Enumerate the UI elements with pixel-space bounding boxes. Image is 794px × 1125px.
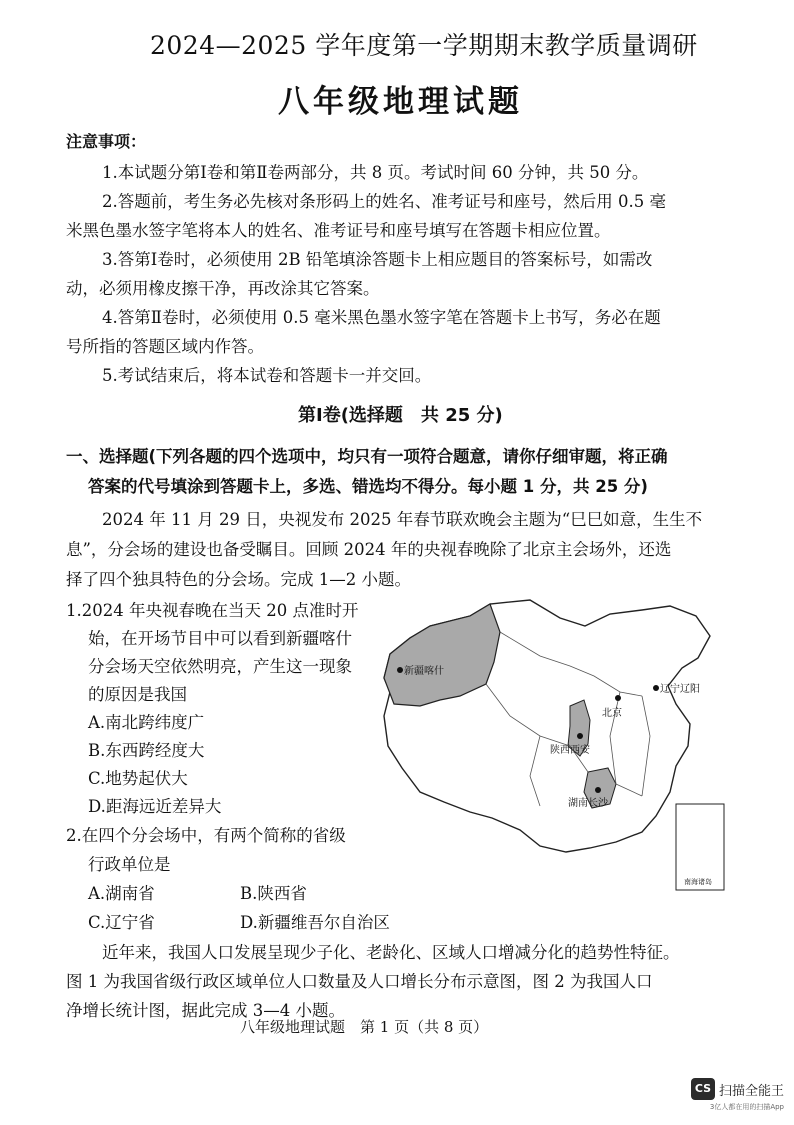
notice-line: 动，必须用橡皮擦干净，再改涂其它答案。 [66, 279, 380, 298]
section-title: 第Ⅰ卷(选择题 共 25 分) [298, 405, 503, 426]
passage-line: 图 1 为我国省级行政区域单位人口数量及人口增长分布示意图，图 2 为我国人口 [66, 972, 653, 991]
location-marker-xinjiang [397, 667, 403, 673]
option-b: B.陕西省 [240, 884, 307, 903]
exam-header: 2024—2025 学年度第一学期期末教学质量调研 [150, 31, 698, 60]
notice-line: 4.答第Ⅱ卷时，必须使用 0.5 毫米黑色墨水签字笔在答题卡上书写，务必在题 [102, 308, 661, 327]
page-footer: 八年级地理试题 第 1 页（共 8 页） [240, 1018, 489, 1036]
question-2-stem: 行政单位是 [88, 855, 171, 874]
option-b: B.东西跨经度大 [88, 741, 205, 760]
map-label-shaanxi: 陕西西安 [550, 745, 590, 756]
location-marker-beijing [615, 695, 621, 701]
option-d: D.距海远近差异大 [88, 797, 222, 816]
question-1-stem: 分会场天空依然明亮，产生这一现象 [88, 657, 352, 676]
notice-line: 号所指的答题区域内作答。 [66, 337, 264, 356]
passage-line: 择了四个独具特色的分会场。完成 1—2 小题。 [66, 570, 411, 589]
question-2-stem: 2.在四个分会场中，有两个简称的省级 [66, 826, 346, 845]
map-label-hunan: 湖南长沙 [568, 798, 608, 809]
option-c: C.地势起伏大 [88, 769, 188, 788]
notice-line: 1.本试题分第Ⅰ卷和第Ⅱ卷两部分，共 8 页。考试时间 60 分钟，共 50 分。 [102, 163, 649, 182]
passage-line: 2024 年 11 月 29 日，央视发布 2025 年春节联欢晚会主题为“巳巳如意，生生不 [102, 510, 703, 529]
section-instruction: 一、选择题(下列各题的四个选项中，均只有一项符合题意，请你仔细审题，将正确 [66, 447, 668, 466]
notice-line: 3.答第Ⅰ卷时，必须使用 2B 铅笔填涂答题卡上相应题目的答案标号，如需改 [102, 250, 653, 269]
notice-line: 5.考试结束后，将本试卷和答题卡一并交回。 [102, 366, 432, 385]
passage-line: 息”，分会场的建设也备受瞩目。回顾 2024 年的央视春晚除了北京主会场外，还选 [66, 540, 672, 559]
option-a: A.湖南省 [88, 884, 155, 903]
question-1-stem: 始，在开场节目中可以看到新疆喀什 [88, 629, 352, 648]
passage-line: 近年来，我国人口发展呈现少子化、老龄化、区域人口增减分化的趋势性特征。 [102, 943, 680, 962]
page-title: 八年级地理试题 [278, 84, 523, 120]
passage-line: 净增长统计图，据此完成 3—4 小题。 [66, 1001, 345, 1020]
scanner-name: 扫描全能王 [718, 1083, 784, 1099]
notice-line: 米黑色墨水签字笔将本人的姓名、准考证号和座号填写在答题卡相应位置。 [66, 221, 611, 240]
option-a: A.南北跨纬度广 [88, 713, 205, 732]
location-marker-shaanxi [577, 733, 583, 739]
location-marker-liaoning [653, 685, 659, 691]
section-instruction: 答案的代号填涂到答题卡上，多选、错选均不得分。每小题 1 分，共 25 分) [88, 477, 648, 496]
notice-line: 2.答题前，考生务必先核对条形码上的姓名、准考证号和座号，然后用 0.5 毫 [102, 192, 666, 211]
location-marker-hunan [595, 787, 601, 793]
scanner-logo-icon: CS [691, 1078, 715, 1100]
map-label-liaoning: 辽宁辽阳 [660, 684, 700, 695]
map-label-inset: 南海诸岛 [684, 878, 712, 886]
option-d: D.新疆维吾尔自治区 [240, 913, 390, 932]
china-map [380, 596, 728, 894]
notice-heading: 注意事项： [66, 132, 147, 151]
scanner-tagline: 3亿人都在用的扫描App [709, 1103, 784, 1111]
map-label-beijing: 北京 [602, 708, 622, 719]
question-1-stem: 1.2024 年央视春晚在当天 20 点准时开 [66, 601, 359, 620]
question-1-stem: 的原因是我国 [88, 685, 187, 704]
map-label-xinjiang: 新疆喀什 [404, 666, 444, 677]
option-c: C.辽宁省 [88, 913, 155, 932]
scanner-watermark [691, 1078, 784, 1112]
